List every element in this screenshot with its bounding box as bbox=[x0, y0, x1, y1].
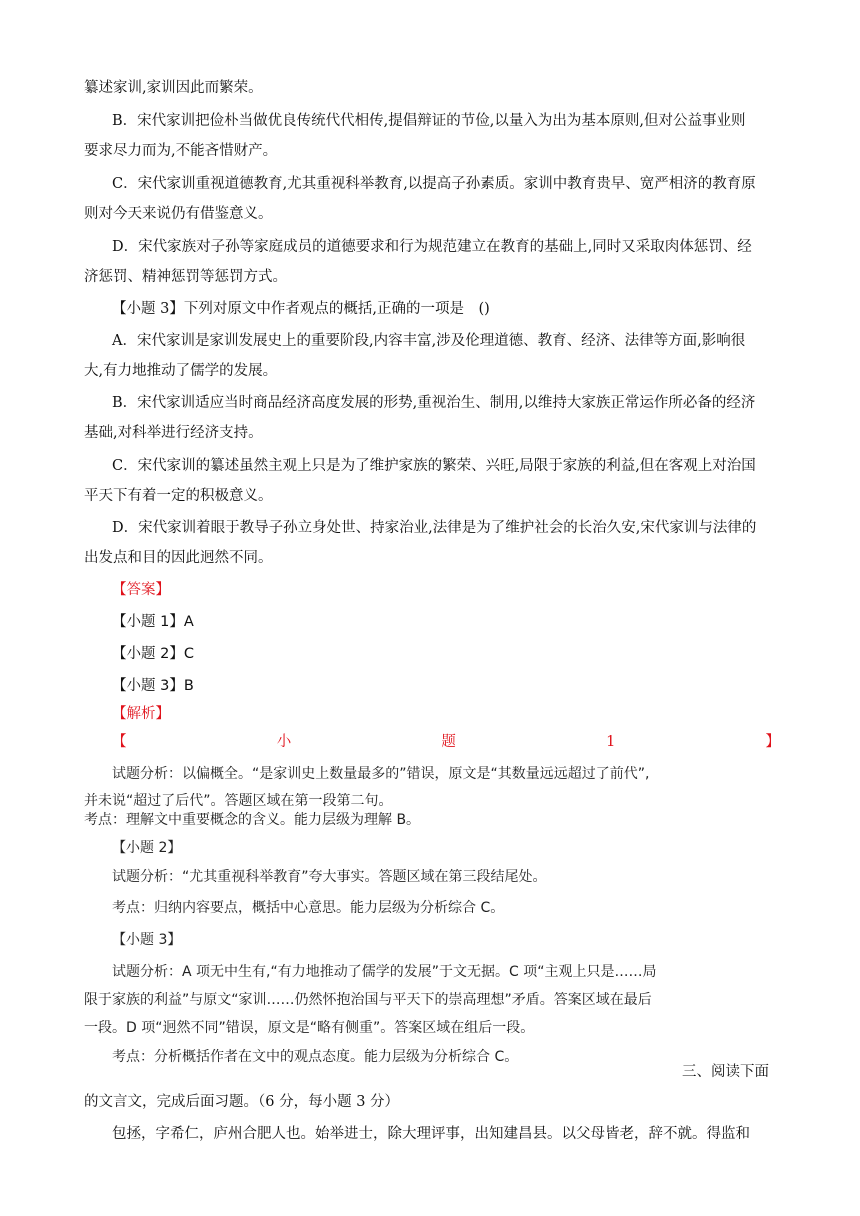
key-point-line: 考点：归纳内容要点，概括中心意思。能力层级为分析综合 C。 bbox=[112, 900, 505, 916]
question-3-heading: 【小题 3】 bbox=[112, 932, 182, 948]
answer-2: 【小题 2】C bbox=[112, 646, 194, 662]
key-point-line: 考点：理解文中重要概念的含义。能力层级为理解 B。 bbox=[84, 812, 421, 828]
paragraph-line: 则对今天来说仍有借鉴意义。 bbox=[84, 206, 273, 222]
section-heading-continued: 的文言文，完成后面习题。（6 分，每小题 3 分） bbox=[84, 1094, 400, 1110]
option-a-line: A．宋代家训是家训发展史上的重要阶段,内容丰富,涉及伦理道德、教育、经济、法律等方面,影响很 bbox=[112, 333, 746, 349]
option-b-line: B．宋代家训适应当时商品经济高度发展的形势,重视治生、制用,以维持大家族正常运作所必备的经济 bbox=[112, 395, 756, 411]
option-c-line: C．宋代家训重视道德教育,尤其重视科举教育,以提高子孙素质。家训中教育贵早、宽严相济的教育原 bbox=[112, 176, 756, 192]
paragraph-line: 要求尽力而为,不能吝惜财产。 bbox=[84, 143, 278, 159]
question-3-stem: 【小题 3】下列对原文中作者观点的概括,正确的一项是 () bbox=[112, 301, 490, 317]
paragraph-line: 平天下有着一定的积极意义。 bbox=[84, 488, 273, 504]
option-d-line: D．宋代家训着眼于教导子孙立身处世、持家治业,法律是为了维护社会的长治久安,宋代家训与法律的 bbox=[112, 520, 757, 536]
question-2-heading: 【小题 2】 bbox=[112, 840, 182, 856]
analysis-heading: 【解析】 bbox=[112, 706, 170, 722]
answer-heading: 【答案】 bbox=[112, 582, 170, 598]
heading-char: 】 bbox=[765, 734, 780, 750]
key-point-line: 考点：分析概括作者在文中的观点态度。能力层级为分析综合 C。 bbox=[112, 1049, 519, 1065]
paragraph-line: 基础,对科举进行经济支持。 bbox=[84, 425, 263, 441]
answer-1: 【小题 1】A bbox=[112, 614, 194, 630]
paragraph-line: 大,有力地推动了儒学的发展。 bbox=[84, 363, 278, 379]
analysis-line: 限于家族的利益”与原文“家训……仍然怀抱治国与平天下的崇高理想”矛盾。答案区域在最后 bbox=[84, 992, 652, 1008]
paragraph-line: 纂述家训,家训因此而繁荣。 bbox=[84, 80, 263, 96]
analysis-line: 试题分析：A 项无中生有,“有力地推动了儒学的发展”于文无据。C 项“主观上只是……局 bbox=[112, 964, 657, 980]
heading-char: 题 bbox=[441, 734, 456, 750]
paragraph-line: 济惩罚、精神惩罚等惩罚方式。 bbox=[84, 269, 287, 285]
analysis-line: 一段。D 项“迥然不同”错误，原文是“略有侧重”。答案区域在组后一段。 bbox=[84, 1020, 535, 1036]
heading-char: 【 bbox=[112, 734, 127, 750]
option-b-line: B．宋代家训把俭朴当做优良传统代代相传,提倡辩证的节俭,以量入为出为基本原则,但对公益事业则 bbox=[112, 113, 746, 129]
question-1-heading bbox=[112, 732, 780, 752]
answer-3: 【小题 3】B bbox=[112, 678, 194, 694]
paragraph-line: 出发点和目的因此迥然不同。 bbox=[84, 550, 273, 566]
option-d-line: D．宋代家族对子孙等家庭成员的道德要求和行为规范建立在教育的基础上,同时又采取肉体惩罚、经 bbox=[112, 239, 752, 255]
analysis-line: 试题分析：以偏概全。“是家训史上数量最多的”错误，原文是“其数量远远超过了前代”, bbox=[112, 766, 650, 782]
heading-char: 小 bbox=[276, 734, 292, 750]
option-c-line: C．宋代家训的纂述虽然主观上只是为了维护家族的繁荣、兴旺,局限于家族的利益,但在客观上对治国 bbox=[112, 458, 756, 474]
classical-text-paragraph: 包拯，字希仁，庐州合肥人也。始举进士，除大理评事，出知建昌县。以父母皆老，辞不就。得监和 bbox=[112, 1126, 750, 1142]
analysis-line: 并未说“超过了后代”。答题区域在第一段第二句。 bbox=[84, 793, 393, 809]
section-heading: 三、阅读下面 bbox=[682, 1064, 769, 1080]
analysis-line: 试题分析：“尤其重视科举教育”夸大事实。答题区域在第三段结尾处。 bbox=[112, 869, 547, 885]
heading-char: 1 bbox=[606, 734, 616, 750]
